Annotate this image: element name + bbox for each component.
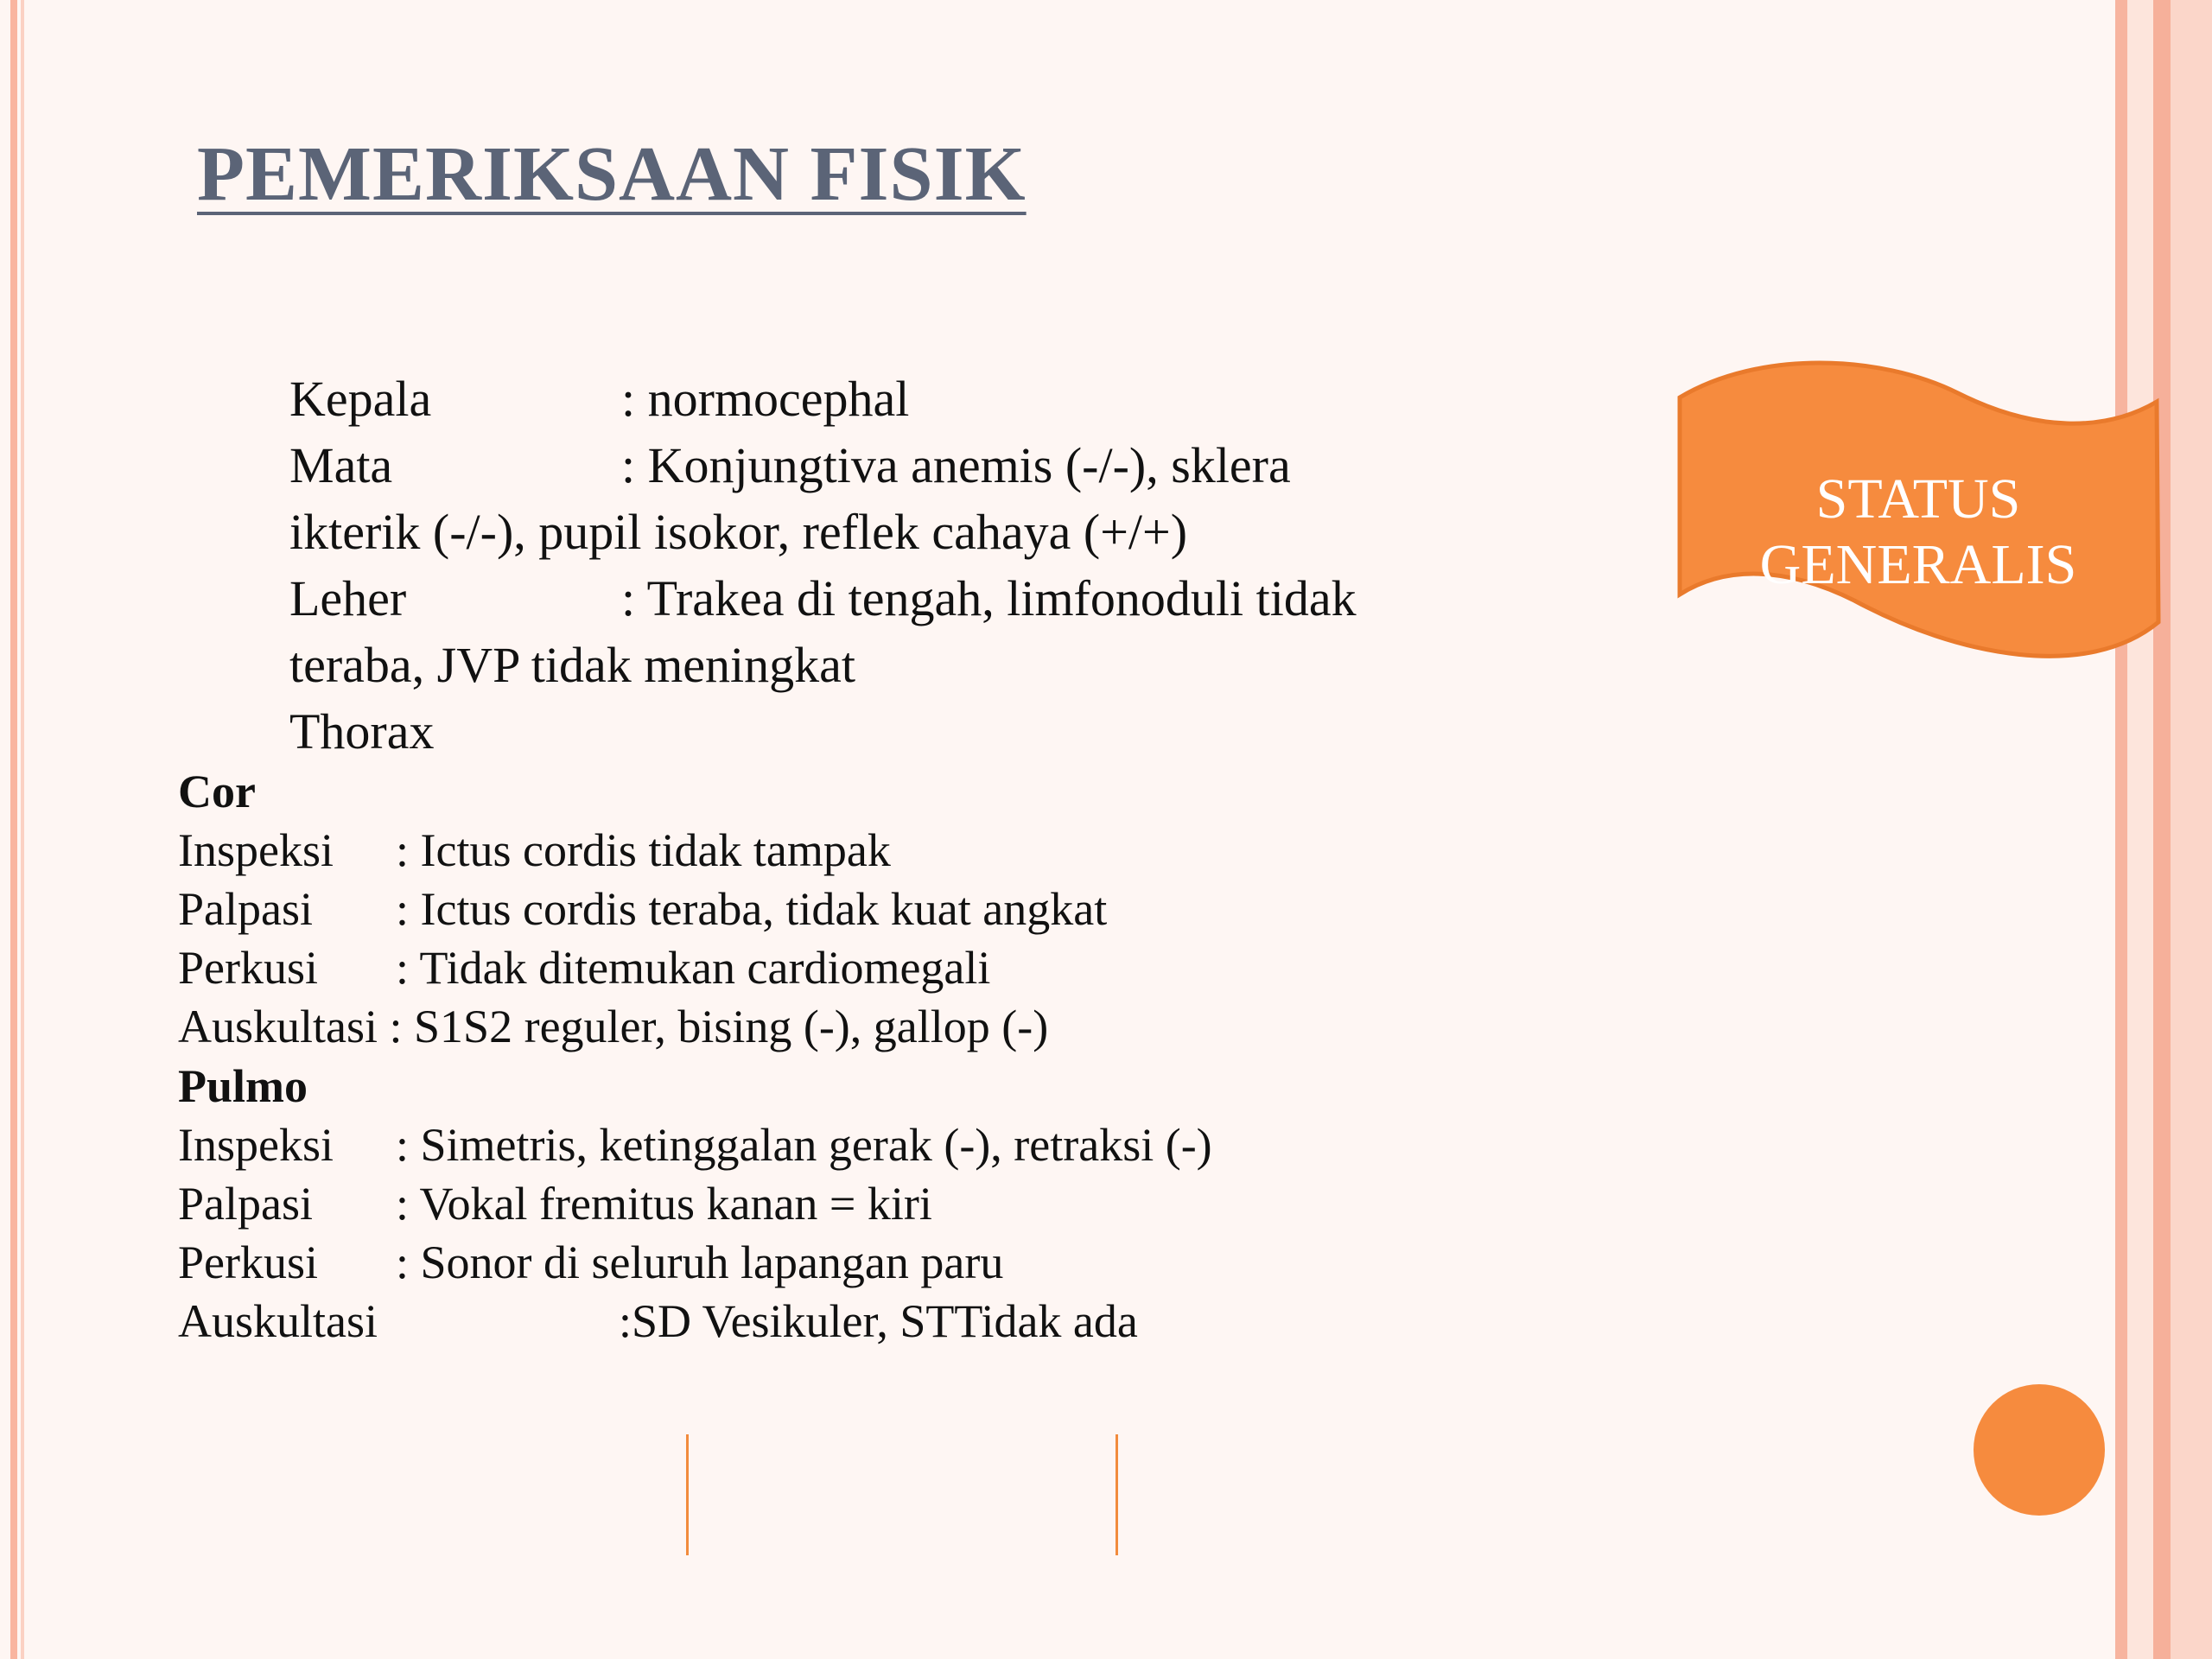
- pulmo-palpasi-row: [178, 1174, 932, 1233]
- leher-label: Leher: [289, 570, 407, 626]
- pulmo-auskultasi-row: [178, 1292, 1138, 1351]
- cor-inspeksi-label: Inspeksi: [178, 824, 334, 876]
- cor-inspeksi-row: [178, 821, 891, 880]
- leher-line: [289, 565, 1586, 632]
- kepala-line: [289, 365, 1586, 432]
- right-border-stripe-4: [2171, 0, 2212, 1659]
- pulmo-heading: Pulmo: [178, 1060, 308, 1112]
- orange-line-left: [686, 1434, 689, 1555]
- cor-perkusi-label: Perkusi: [178, 942, 318, 994]
- pulmo-auskultasi-label: Auskultasi: [178, 1295, 378, 1347]
- mata-continuation: ikterik (-/-), pupil isokor, reflek cahaya (+/+): [289, 504, 1188, 560]
- leher-continuation: teraba, JVP tidak meningkat: [289, 637, 856, 693]
- right-border-stripe-1: [2115, 0, 2127, 1659]
- right-border-stripe-2: [2127, 0, 2153, 1659]
- mata-value: : Konjungtiva anemis (-/-), sklera: [621, 437, 1291, 493]
- cor-perkusi-value: : Tidak ditemukan cardiomegali: [396, 942, 991, 994]
- pulmo-perkusi-value: : Sonor di seluruh lapangan paru: [396, 1236, 1004, 1288]
- pulmo-inspeksi-label: Inspeksi: [178, 1119, 334, 1171]
- left-border-stripe-inner: [21, 0, 24, 1659]
- right-border-stripe-3: [2153, 0, 2171, 1659]
- pulmo-auskultasi-value: :SD Vesikuler, STTidak ada: [619, 1295, 1138, 1347]
- mata-line: [289, 432, 1586, 499]
- pulmo-perkusi-row: [178, 1233, 1003, 1292]
- cor-auskultasi-row: [178, 997, 1048, 1056]
- cor-palpasi-row: [178, 880, 1107, 938]
- orange-circle-decoration: [1974, 1384, 2105, 1516]
- banner-line-1: STATUS: [1815, 467, 2021, 531]
- cor-auskultasi-label: Auskultasi: [178, 1001, 378, 1052]
- pulmo-inspeksi-row: [178, 1116, 1212, 1174]
- mata-label: Mata: [289, 437, 393, 493]
- banner-label: [1676, 467, 2160, 598]
- cor-heading: Cor: [178, 766, 256, 817]
- cor-auskultasi-value: : S1S2 reguler, bising (-), gallop (-): [389, 1001, 1049, 1052]
- banner-line-2: GENERALIS: [1759, 533, 2077, 596]
- left-border-stripe: [10, 0, 17, 1659]
- pulmo-palpasi-label: Palpasi: [178, 1178, 313, 1230]
- slide-title: PEMERIKSAAN FISIK: [197, 131, 1027, 217]
- cor-palpasi-value: : Ictus cordis teraba, tidak kuat angkat: [396, 883, 1108, 935]
- cor-inspeksi-value: : Ictus cordis tidak tampak: [396, 824, 891, 876]
- pulmo-perkusi-label: Perkusi: [178, 1236, 318, 1288]
- orange-line-right: [1116, 1434, 1118, 1555]
- kepala-value: : normocephal: [621, 371, 910, 427]
- cor-palpasi-label: Palpasi: [178, 883, 313, 935]
- pulmo-inspeksi-value: : Simetris, ketinggalan gerak (-), retraksi (-): [396, 1119, 1212, 1171]
- thorax-label: Thorax: [289, 703, 435, 760]
- pulmo-palpasi-value: : Vokal fremitus kanan = kiri: [396, 1178, 932, 1230]
- cor-perkusi-row: [178, 938, 990, 997]
- leher-value: : Trakea di tengah, limfonoduli tidak: [621, 570, 1357, 626]
- kepala-label: Kepala: [289, 371, 432, 427]
